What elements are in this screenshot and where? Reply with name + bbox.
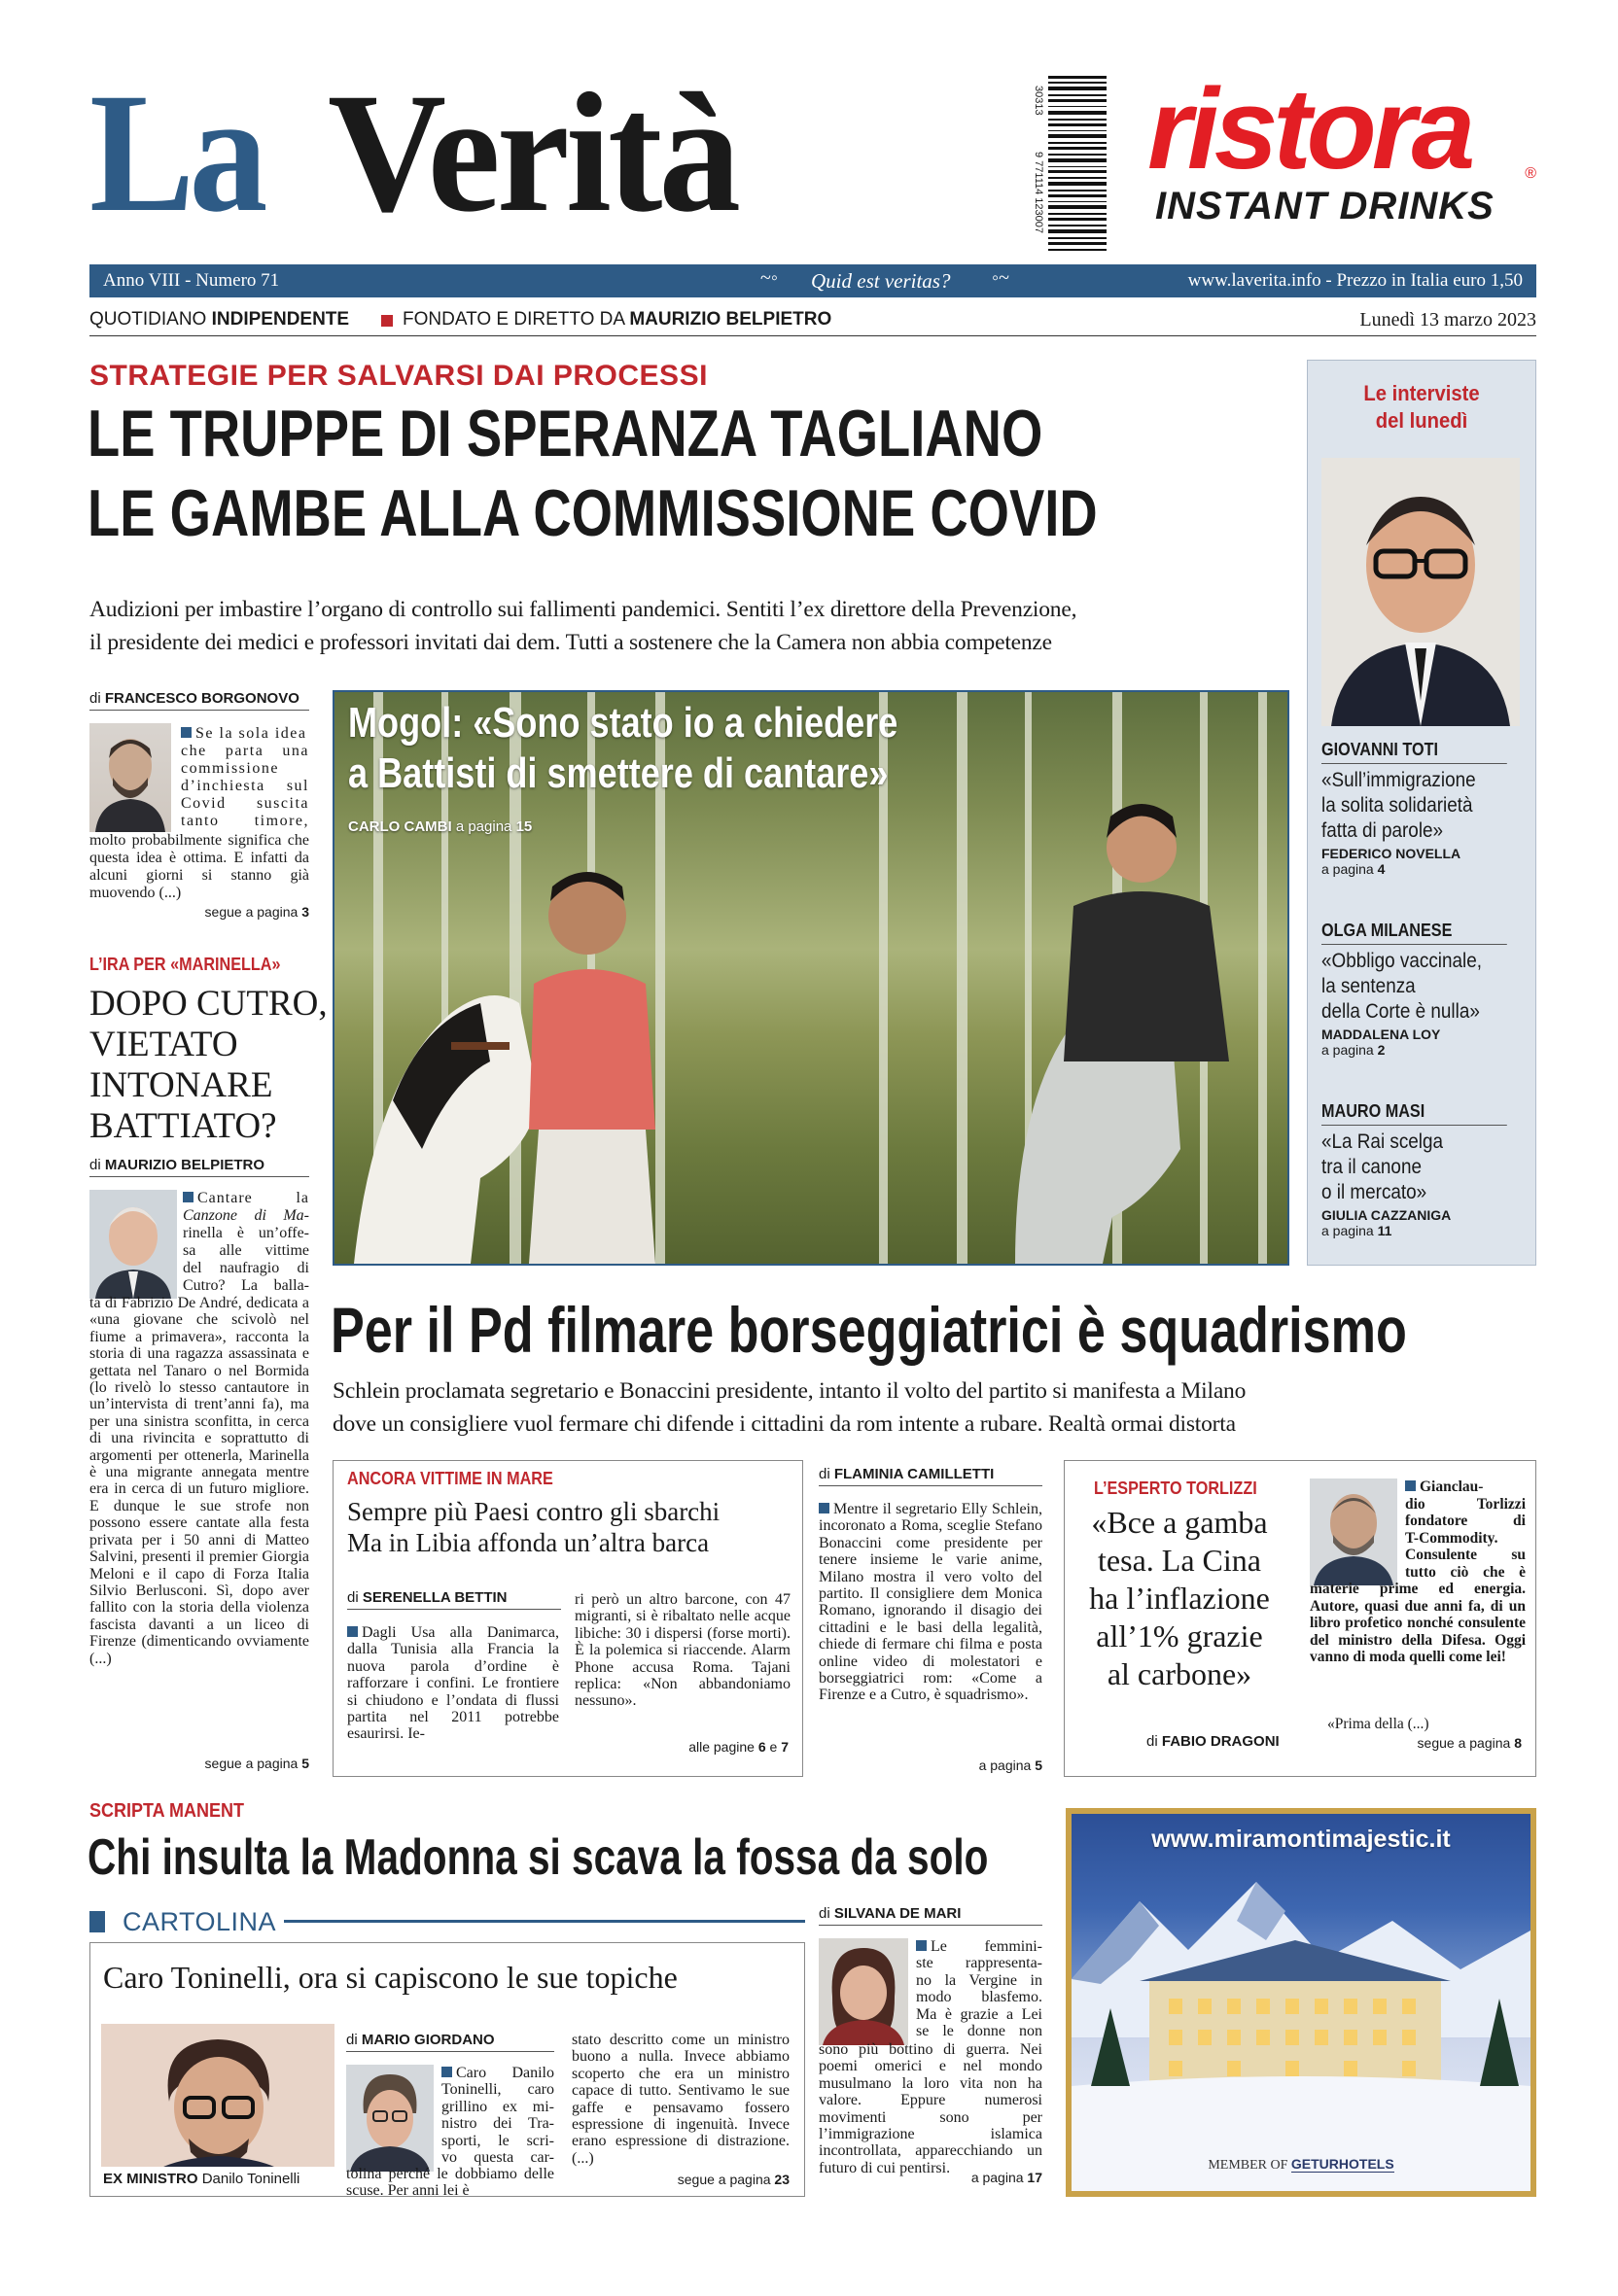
demari-text-rest: sono più bottino di guerra. Nei poemi omerici e nel mondo musulmano la loro vita non ha valore. Eppure numerosi movimenti sono per l’immigrazione islamica incontrollata, apparecchiando un futuro di cui pentirsi. <box>819 2041 1042 2176</box>
sbarchi-col-a: Dagli Usa alla Danimarca, dalla Tunisia alla Francia la nuova parola d’ordine è rafforzare i confini. Le frontiere si chiudono e l’ondata di flussi partita nel 2011 potrebbe esaurirsi. Ie- <box>347 1624 559 1743</box>
demari-line-2: ste rappresenta- <box>916 1955 1042 1972</box>
torlizzi-byline: di FABIO DRAGONI <box>1146 1733 1280 1750</box>
borgonovo-portrait <box>89 723 171 832</box>
demari-line-3: no la Vergine in <box>916 1971 1042 1989</box>
intervista-quote-3: fatta di parole» <box>1321 819 1444 842</box>
bullet-square <box>441 2067 452 2077</box>
intervista-author: MADDALENA LOY <box>1321 1026 1441 1042</box>
giordano-line-4: nistro dei Tra- <box>441 2115 554 2133</box>
ad-ristora-brand: ristora <box>1147 65 1471 193</box>
issue-number: Anno VIII - Numero 71 <box>103 270 280 291</box>
intervista-quote-2: tra il canone <box>1321 1156 1422 1178</box>
scripta-headline[interactable]: Chi insulta la Madonna si scava la fossa da solo <box>88 1829 989 1886</box>
barcode-digits: 30313 <box>1033 86 1044 116</box>
torlizzi-quote-2: tesa. La Cina <box>1098 1543 1261 1578</box>
giordano-line-5: sporti, le scri- <box>441 2132 554 2149</box>
giordano-photo <box>346 2065 434 2172</box>
marinella-headline-3: INTONARE <box>89 1065 273 1105</box>
borgonovo-byline: di FRANCESCO BORGONOVO <box>89 690 309 711</box>
torlizzi-ref[interactable]: segue a pagina 8 <box>1417 1735 1522 1751</box>
interviste-title-2: del lunedì <box>1375 408 1468 433</box>
torlizzi-quote-4: all’1% grazie <box>1096 1618 1263 1653</box>
intervista-quote <box>1321 949 1507 1025</box>
cartolina-label-text: CARTOLINA <box>123 1907 277 1936</box>
mogol-ref: CARLO CAMBI a pagina 15 <box>348 818 533 835</box>
camilletti-text: Mentre il segretario Elly Schlein, incoronato a Roma, sceglie Stefano Bonaccini come presidente per tenere insieme le varie anime, Milano mostra il vero volto del partito. Il consigliere dem Monica Romano, ignorando il disagio dei cittadini e le basi della legalità, chiede di fermare chi filma e posta online video di molestatori e borseggiatrici rom: «Come a Firenze e a Cutro, è squadrismo». <box>819 1501 1042 1704</box>
toti-portrait <box>1321 458 1520 726</box>
intervista-name: MAURO MASI <box>1321 1101 1507 1126</box>
marinella-line-5: del naufragio di <box>183 1260 309 1276</box>
sbarchi-headline[interactable] <box>347 1496 720 1558</box>
intervista-quote-1: «Obbligo vaccinale, <box>1321 950 1482 972</box>
torlizzi-text-top <box>1405 1478 1526 1581</box>
marinella-line-3: rinella è un’offe- <box>183 1225 309 1241</box>
torlizzi-line-3: fondatore di <box>1405 1513 1526 1529</box>
interviste-list <box>1321 740 1528 1257</box>
marinella-text-top <box>183 1190 309 1295</box>
cartolina-label <box>89 1907 805 1936</box>
bullet-square <box>181 727 192 738</box>
marinella-headline[interactable] <box>89 984 328 1147</box>
borgonovo-text-rest: molto probabilmente significa che questa idea è ottima. E infatti da alcuni giorni si stanno già muovendo (...) <box>89 832 309 901</box>
torlizzi-box <box>1064 1460 1536 1777</box>
barcode <box>1033 76 1108 257</box>
torlizzi-text-rest: materie prime ed energia. Autore, quasi due anni fa, di un libro profetico nonché consulente del ministro della Difesa. Oggi vanno di moda quelli come lei! <box>1310 1581 1526 1665</box>
giordano-text-top <box>441 2065 554 2166</box>
giordano-portrait <box>346 2065 434 2172</box>
lead-deck-2: il presidente dei medici e professori invitati dai dem. Tutti a sostenere che la Camera non abbia competenze <box>89 630 1052 655</box>
sbarchi-kicker: ANCORA VITTIME IN MARE <box>347 1469 553 1488</box>
ad-hotel[interactable] <box>1066 1808 1536 2197</box>
camilletti-ref[interactable]: a pagina 5 <box>978 1757 1042 1773</box>
giordano-line-3: grillino ex mi- <box>441 2098 554 2115</box>
intervista-item[interactable] <box>1321 740 1528 921</box>
toninelli-photo <box>101 2024 334 2189</box>
lead-kicker: STRATEGIE PER SALVARSI DAI PROCESSI <box>89 360 708 392</box>
intervista-ref: a pagina 2 <box>1321 1042 1386 1058</box>
intervista-author: GIULIA CAZZANIGA <box>1321 1207 1452 1223</box>
sub-square <box>381 315 393 327</box>
ad-hotel-group: GETURHOTELS <box>1290 2156 1394 2172</box>
barcode-number: 9 771114 123007 <box>1033 152 1044 234</box>
borgonovo-line-4: d’inchiesta sul <box>181 778 309 794</box>
borgonovo-line-3: commissione <box>181 760 279 777</box>
masthead-logo <box>89 56 887 251</box>
lead-headline-1[interactable]: LE TRUPPE DI SPERANZA TAGLIANO <box>88 397 1043 470</box>
issue-date: Lunedì 13 marzo 2023 <box>1359 309 1536 330</box>
marinella-headline-2: VIETATO <box>89 1025 238 1064</box>
torlizzi-quote-5: al carbone» <box>1107 1656 1252 1691</box>
interviste-box <box>1307 360 1536 1266</box>
sub-fondato: FONDATO E DIRETTO DA MAURIZIO BELPIETRO <box>403 309 832 330</box>
torlizzi-line-4: T-Commodity. <box>1405 1529 1498 1547</box>
interviste-title-1: Le interviste <box>1363 381 1480 405</box>
giordano-line-6: vo questa car- <box>441 2149 554 2167</box>
demari-photo <box>819 1938 908 2045</box>
motto-right-flourish: ◦~ <box>992 267 1009 289</box>
bullet-square <box>183 1192 193 1202</box>
demari-line-1: Le femmini- <box>916 1938 1042 1955</box>
bullet-square <box>347 1626 358 1637</box>
sub-quotidiano: QUOTIDIANO INDIPENDENTE <box>89 309 350 330</box>
borgonovo-line-6: tanto timore, <box>181 813 309 829</box>
intervista-ref: a pagina 11 <box>1321 1223 1392 1238</box>
cartolina-square <box>89 1911 105 1932</box>
mogol-headline-1: Mogol: «Sono stato io a chiedere <box>348 699 898 747</box>
torlizzi-portrait <box>1310 1478 1397 1585</box>
marinella-ref[interactable]: segue a pagina 5 <box>204 1756 309 1771</box>
intervista-quote-2: la sentenza <box>1321 975 1416 997</box>
intervista-ref: a pagina 4 <box>1321 861 1386 877</box>
torlizzi-kicker: L’ESPERTO TORLIZZI <box>1094 1478 1257 1498</box>
intervista-item[interactable] <box>1321 921 1528 1101</box>
demari-line-5: Ma è grazie a Lei <box>916 2005 1042 2023</box>
giordano-ref[interactable]: segue a pagina 23 <box>677 2172 790 2187</box>
price-info: www.laverita.info - Prezzo in Italia euro 1,50 <box>1187 270 1523 291</box>
scripta-kicker: SCRIPTA MANENT <box>89 1800 245 1822</box>
giordano-line-1: Caro Danilo <box>441 2065 554 2081</box>
sbarchi-ref[interactable]: alle pagine 6 e 7 <box>688 1739 789 1755</box>
motto-left-flourish: ~◦ <box>760 267 778 289</box>
issue-bar <box>89 264 1536 297</box>
torlizzi-line-6: tutto ciò che è <box>1405 1563 1526 1581</box>
pd-deck-2: dove un consigliere vuol fermare chi difende i cittadini da rom intente a rubare. Realtà ormai distorta <box>333 1411 1236 1437</box>
demari-line-4: modo blasfemo. <box>916 1989 1042 2006</box>
demari-ref[interactable]: a pagina 17 <box>970 2170 1042 2185</box>
borgonovo-line-2: che parta una <box>181 743 309 759</box>
torlizzi-line-1: Gianclau- <box>1405 1478 1526 1496</box>
borgonovo-ref[interactable]: segue a pagina 3 <box>204 904 309 920</box>
toninelli-caption: EX MINISTRO Danilo Toninelli <box>101 2167 334 2189</box>
intervista-quote <box>1321 768 1507 844</box>
bullet-square <box>1405 1480 1416 1491</box>
masthead-verita: Verità <box>328 58 738 248</box>
torlizzi-text-rest-2: «Prima della (...) <box>1327 1716 1429 1732</box>
belpietro-portrait <box>89 1190 177 1299</box>
interviste-title <box>1317 380 1526 435</box>
torlizzi-line-2: dio Torlizzi <box>1405 1495 1526 1513</box>
mogol-headline <box>348 698 897 799</box>
ad-hotel-url: www.miramontimajestic.it <box>1151 1826 1451 1853</box>
mogol-headline-2: a Battisti di smettere di cantare» <box>348 749 889 797</box>
belpietro-photo <box>89 1190 177 1299</box>
marinella-kicker: L’IRA PER «MARINELLA» <box>89 955 281 974</box>
pd-headline[interactable]: Per il Pd filmare borseggiatrici è squadrismo <box>331 1294 1407 1366</box>
demari-text-top <box>916 1938 1042 2039</box>
ad-ristora-tagline: INSTANT DRINKS <box>1155 185 1495 227</box>
giordano-byline: di MARIO GIORDANO <box>346 2032 554 2052</box>
giordano-line-2: Toninelli, caro <box>441 2081 554 2099</box>
intervista-author: FEDERICO NOVELLA <box>1321 846 1461 861</box>
toti-photo <box>1321 458 1520 726</box>
lead-headline-2[interactable]: LE GAMBE ALLA COMMISSIONE COVID <box>88 476 1098 550</box>
torlizzi-quote[interactable] <box>1065 1504 1294 1693</box>
mogol-photo[interactable] <box>333 690 1289 1266</box>
intervista-name: GIOVANNI TOTI <box>1321 740 1507 764</box>
sbarchi-col-b: ri però un altro barcone, con 47 migranti, si è ribaltato nelle acque libiche: 30 i dispersi (forse morti). È la polemica si riaccende. Alarm Phone accusa Roma. Tajani replica: «Non abbandoniamo nessuno». <box>575 1591 791 1710</box>
bullet-square <box>916 1940 927 1951</box>
marinella-line-4: sa alle vittime <box>183 1242 309 1259</box>
lead-deck-1: Audizioni per imbastire l’organo di controllo sui fallimenti pandemici. Sentiti l’ex direttore della Prevenzione, <box>89 597 1077 622</box>
intervista-quote-2: la solita solidarietà <box>1321 794 1473 817</box>
marinella-line-6: Cutro? La balla- <box>183 1277 309 1294</box>
borgonovo-line-5: Covid suscita <box>181 795 309 812</box>
borgonovo-photo <box>89 723 171 832</box>
demari-line-6: se le donne non <box>916 2023 1042 2040</box>
intervista-quote-1: «La Rai scelga <box>1321 1131 1444 1153</box>
giordano-text-rest: tolina perché le dobbiamo delle scuse. Per anni lei è <box>346 2166 554 2200</box>
belpietro-byline: di MAURIZIO BELPIETRO <box>89 1157 309 1177</box>
borgonovo-line-1: Se la sola idea <box>181 725 309 743</box>
intervista-quote-3: della Corte è nulla» <box>1321 1000 1480 1023</box>
pd-deck-1: Schlein proclamata segretario e Bonaccini presidente, intanto il volto del partito si manifesta a Milano <box>333 1378 1247 1404</box>
masthead-la: La <box>89 58 263 248</box>
marinella-headline-1: DOPO CUTRO, <box>89 984 328 1024</box>
torlizzi-quote-3: ha l’inflazione <box>1089 1581 1270 1616</box>
sub-bar <box>89 305 1536 336</box>
marinella-line-2: Canzone di Ma- <box>183 1207 309 1224</box>
sbarchi-box <box>333 1460 803 1777</box>
camilletti-byline: di FLAMINIA CAMILLETTI <box>819 1466 1042 1486</box>
borgonovo-text-top <box>181 725 309 830</box>
demari-portrait <box>819 1938 908 2045</box>
sbarchi-byline: di SERENELLA BETTIN <box>347 1589 561 1610</box>
marinella-line-1: Cantare la <box>183 1190 309 1207</box>
toninelli-portrait <box>101 2024 334 2189</box>
marinella-text-rest: ta di Fabrizio De André, dedicata a «una giovane che scivolò nel fiume a primavera», racconta la storia di una ragazza assassinata e gettata nel Tanaro o nel Bormida (lo rivelò lo stesso cantautore in un’intervista di trent’anni fa), ma per una sinistra sconfitta, in cerca di una rivincita e soprattutto di argomenti per ottenerla, Marinella è una migrante annegata mentre era in cerca di un futuro migliore. E dunque le sue strofe non possono essere cantate alla festa privata per i 50 anni di Matteo Salvini, presenti il premier Giorgia Meloni e il capo di Forza Italia Silvio Berlusconi. Sì, dopo aver fallito con la storia della violenza fascista davanti a un liceo di Firenze (dimenticando ovviamente (...) <box>89 1295 309 1667</box>
torlizzi-line-5: Consulente su <box>1405 1547 1526 1563</box>
ad-hotel-member: MEMBER OF GETURHOTELS <box>1208 2156 1394 2173</box>
giordano-col-b: stato descritto come un ministro buono a nulla. Invece abbiamo scoperto che era un ministro capace di tutto. Sentivamo le sue gaffe e pensavamo fossero espressione di ingenuità. Invece erano espressione di distrazione. (...) <box>572 2032 790 2167</box>
motto: Quid est veritas? <box>811 269 951 293</box>
marinella-headline-4: BATTIATO? <box>89 1106 277 1146</box>
sbarchi-headline-2: Ma in Libia affonda un’altra barca <box>347 1528 710 1557</box>
cartolina-headline[interactable]: Caro Toninelli, ora si capiscono le sue topiche <box>103 1960 678 1995</box>
ad-ristora-reg: ® <box>1525 165 1536 182</box>
intervista-quote-1: «Sull’immigrazione <box>1321 769 1476 791</box>
ad-hotel-scene <box>1072 1814 1530 2191</box>
cartolina-rule <box>284 1920 805 1923</box>
bullet-square <box>819 1503 829 1513</box>
intervista-name: OLGA MILANESE <box>1321 921 1507 945</box>
intervista-quote-3: o il mercato» <box>1321 1181 1427 1203</box>
intervista-quote <box>1321 1130 1507 1205</box>
demari-byline: di SILVANA DE MARI <box>819 1905 1042 1926</box>
intervista-item[interactable] <box>1321 1101 1528 1257</box>
sbarchi-headline-1: Sempre più Paesi contro gli sbarchi <box>347 1497 721 1526</box>
torlizzi-photo <box>1310 1478 1397 1585</box>
torlizzi-quote-1: «Bce a gamba <box>1091 1505 1268 1540</box>
ad-ristora[interactable] <box>1147 65 1536 247</box>
